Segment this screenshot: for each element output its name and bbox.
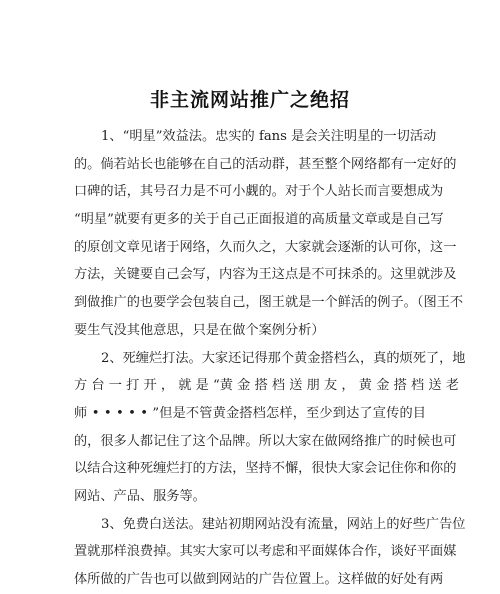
document-title: 非主流网站推广之绝招 <box>149 89 350 111</box>
paragraph-line: 方 台 一 打 开 ， 就 是 “黄 金 搭 档 送 朋 友 ， 黄 金 搭 档 送 老 <box>74 378 459 394</box>
paragraph-line: 到做推广的也要学会包装自己，图王就是一个鲜活的例子。（图王不 <box>74 295 464 311</box>
paragraph-line: 网站、产品、服务等。 <box>74 488 206 504</box>
paragraph-line: 方法，关键要自己会写，内容为王这点是不可抹杀的。这里就涉及 <box>74 267 457 283</box>
paragraph-line: 1、“明星”效益法。忠实的 fans 是会关注明星的一切活动 <box>101 129 437 144</box>
paragraph-line: 以结合这种死缠烂打的方法，坚持不懈，很快大家会记住你和你的 <box>74 461 457 477</box>
paragraph-line: 体所做的广告也可以做到网站的广告位置上。这样做的好处有两 <box>74 572 444 587</box>
paragraph-line: 口碑的话，其号召力是不可小觑的。对于个人站长而言要想成为 <box>74 184 444 200</box>
paragraph-line: 的。倘若站长也能够在自己的活动群，甚至整个网络都有一定好的 <box>74 156 457 172</box>
paragraph-line: 师 • • • • • ”但是不管黄金搭档怎样，至少到达了宣传的目 <box>74 405 426 421</box>
paragraph-line: 3、免费白送法。建站初期网站没有流量，网站上的好些广告位 <box>101 516 466 532</box>
paragraph-line: 要生气没其他意思，只是在做个案例分析） <box>74 322 325 338</box>
paragraph-line: 2、死缠烂打法。大家还记得那个黄金搭档么，真的烦死了，地 <box>101 350 466 366</box>
paragraph-line: 置就那样浪费掉。其实大家可以考虑和平面媒体合作，谈好平面媒 <box>74 544 457 560</box>
paragraph-line: “明星”就要有更多的关于自己正面报道的高质量文章或是自己写 <box>74 212 444 228</box>
paragraph-line: 的原创文章见诸于网络，久而久之，大家就会逐渐的认可你，这一 <box>74 239 457 255</box>
paragraph-line: 的，很多人都记住了这个品牌。所以大家在做网络推广的时候也可 <box>74 433 457 449</box>
document-body <box>74 123 466 594</box>
